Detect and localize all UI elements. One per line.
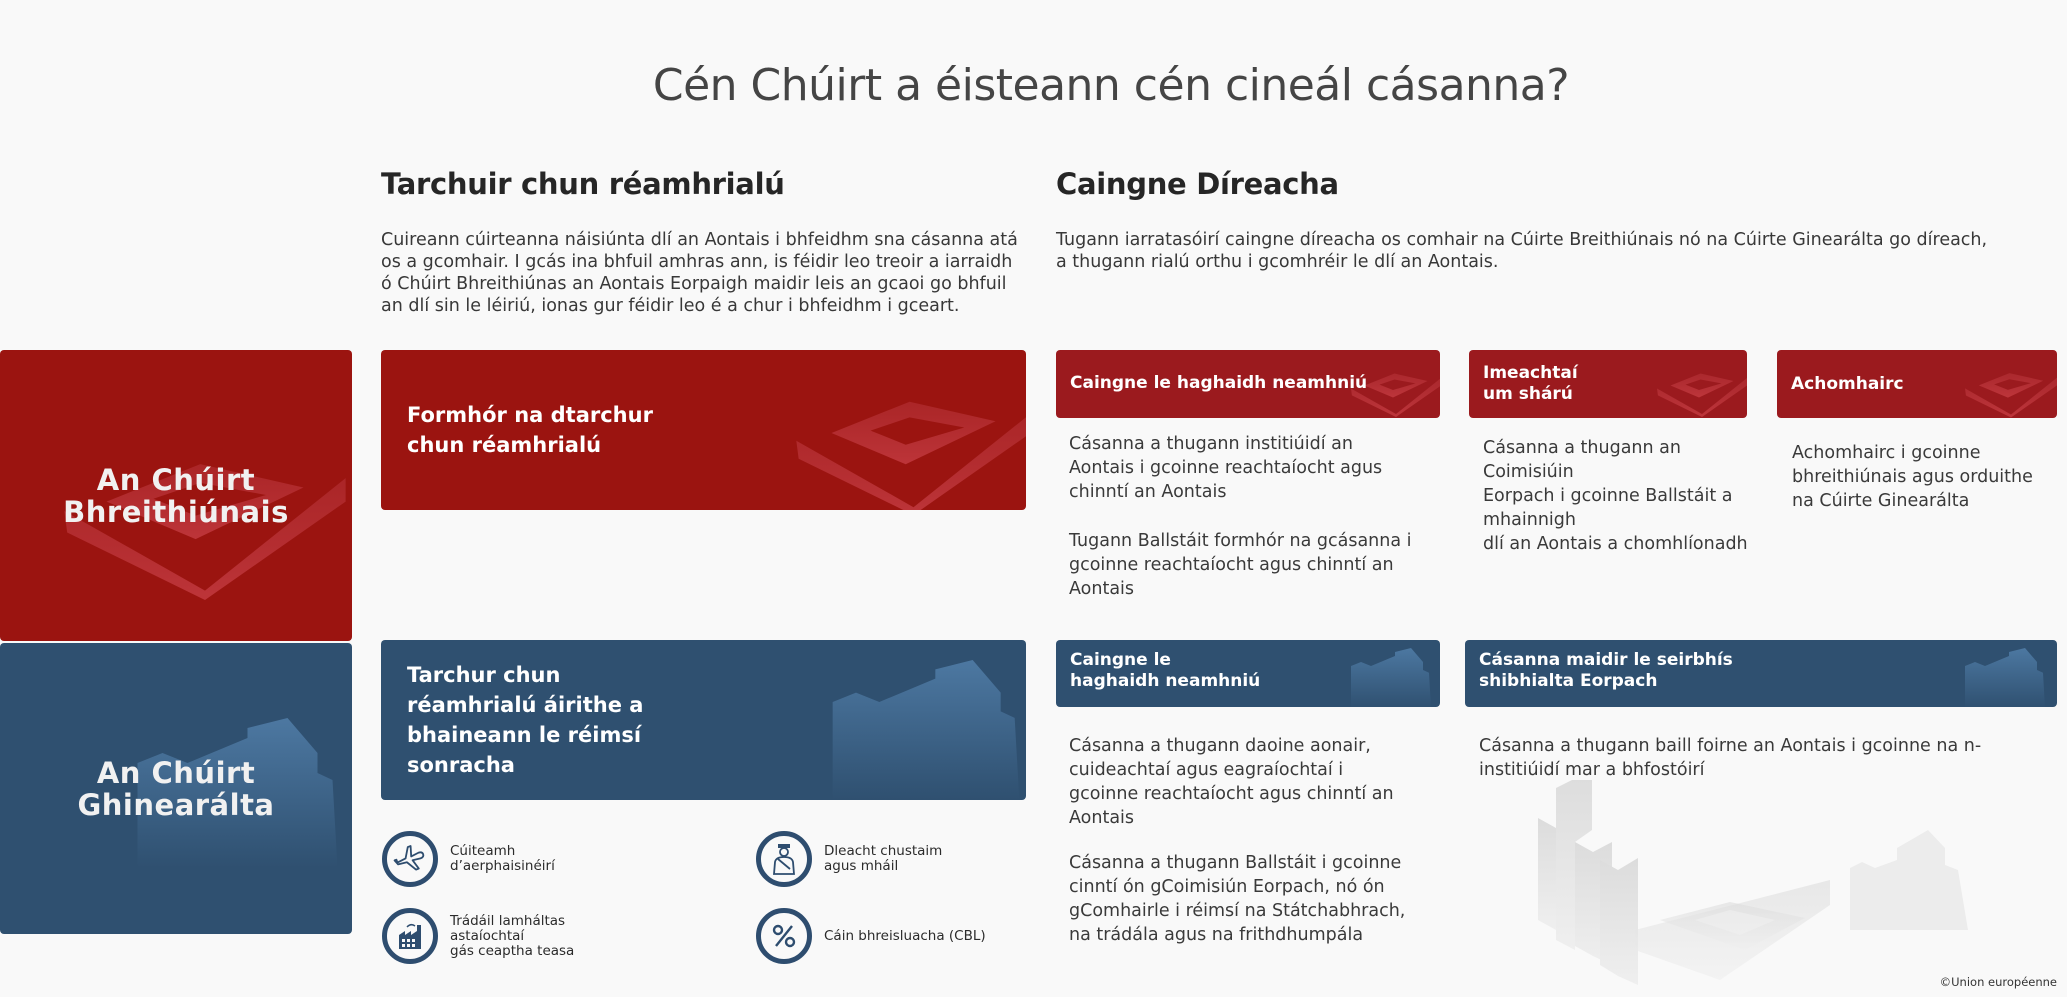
square-frame-icon [1965, 368, 2057, 418]
page-title: Cén Chúirt a éisteann cén cineál cásanna? [652, 60, 1570, 111]
banner-line: sonracha [407, 753, 515, 777]
infringement-banner [1469, 350, 1747, 418]
court-of-justice-name [63, 464, 289, 528]
label-line: agus mháil [824, 858, 899, 874]
area-label [824, 844, 942, 874]
preliminary-banner-court-of-justice [381, 350, 1026, 510]
area-vat [756, 908, 986, 964]
direct-desc-line-2: a thugann rialú orthu i gcomhréir le dlí an Aontais. [1056, 252, 1499, 272]
label-line: gás ceaptha teasa [450, 942, 575, 959]
court-name-line-1: An Chúirt [96, 755, 256, 790]
copyright-notice: ©Union européenne [1939, 975, 2057, 989]
civil-service-title [1479, 650, 1733, 692]
gc-annulment-description-2: Cásanna a thugann Ballstáit i gcoinne cinntí ón gCoimisiún Eorpach, nó ón gComhairle i réimsí na Státchabhrach, na trádála agus na frithdhumpála [1069, 853, 1406, 945]
percent-icon [756, 908, 812, 964]
area-label [824, 929, 986, 944]
building-icon [1351, 648, 1431, 707]
civil-service-description: Cásanna a thugann baill foirne an Aontais i gcoinne na n-institiúidí mar a bhfostóirí [1479, 736, 1982, 780]
annulment-title: Caingne le haghaidh neamhniú [1070, 373, 1368, 393]
direct-actions-heading: Caingne Díreacha [1056, 167, 1339, 201]
general-court-box [0, 643, 352, 934]
desc-line: Coimisiúin [1483, 462, 1574, 482]
civil-service-banner [1465, 640, 2057, 707]
title-line-2: um shárú [1483, 384, 1573, 404]
area-emissions-trading [382, 908, 574, 964]
building-icon [1965, 648, 2045, 707]
annulment-banner-general-court [1056, 640, 1440, 707]
building-illustration [1850, 830, 1975, 930]
direct-actions-description [1056, 229, 2056, 273]
desc-line: Eorpach i gcoinne Ballstáit a [1483, 486, 1733, 506]
area-label [450, 914, 574, 959]
label-line: Dleacht chustaim [824, 843, 943, 859]
banner-line: réamhrialú áirithe a [407, 693, 644, 717]
annulment-title [1070, 650, 1260, 692]
court-name-line-2: Ghinearálta [77, 787, 275, 822]
annulment-description-2: Tugann Ballstáit formhór na gcásanna i gcoinne reachtaíocht agus chinntí an Aontais [1069, 531, 1412, 599]
annulment-description-1: Cásanna a thugann institiúidí an Aontais i gcoinne reachtaíocht agus chinntí an Aontais [1069, 434, 1383, 502]
preliminary-heading: Tarchuir chun réamhrialú [381, 167, 785, 201]
title-line-1: Cásanna maidir le seirbhís [1479, 650, 1733, 670]
appeals-title: Achomhairc [1791, 374, 1904, 394]
preliminary-description: Cuireann cúirteanna náisiúnta dlí an Aontais i bhfeidhm sna cásanna atá os a gcomhair. I gcás ina bhfuil amhras ann, is féidir leo treoir a iarraidh ó Chúirt Bhreithiúnas an Aontais Eorpaigh maidir leis an gcaoi go bhfuil an dlí sin le léiriú, ionas gur féidir leo é a chur i bhfeidhm i gceart. [381, 230, 1018, 316]
label-line: astaíochtaí [450, 927, 525, 944]
general-court-name [77, 757, 274, 821]
factory-emissions-icon [382, 908, 438, 964]
area-label [450, 844, 555, 874]
preliminary-banner-label [407, 400, 653, 460]
square-frame-icon [1657, 368, 1747, 418]
banner-line-1: Formhór na dtarchur [407, 403, 653, 427]
label-line: Cáin bhreisluacha (CBL) [824, 927, 986, 944]
label-line: Trádáil lamháltas [450, 912, 566, 929]
building-icon [831, 660, 1021, 800]
infringement-title [1483, 363, 1578, 405]
label-line: d’aerphaisinéirí [450, 858, 555, 874]
airplane-icon [382, 831, 438, 887]
appeals-banner [1777, 350, 2057, 418]
title-line-1: Caingne le [1070, 650, 1171, 670]
desc-line: dlí an Aontais a chomhlíonadh [1483, 534, 1748, 554]
banner-line: bhaineann le réimsí [407, 723, 642, 747]
court-name-line-2: Bhreithiúnais [63, 494, 289, 529]
court-of-justice-box [0, 350, 352, 641]
desc-line: mhainnigh [1483, 510, 1576, 530]
area-air-passengers [382, 831, 555, 887]
customs-officer-icon [756, 831, 812, 887]
annulment-banner-court-of-justice [1056, 350, 1440, 418]
preliminary-banner-label [407, 660, 643, 780]
preliminary-banner-general-court [381, 640, 1026, 800]
direct-desc-line-1: Tugann iarratasóirí caingne díreacha os comhair na Cúirte Breithiúnais nó na Cúirte Ginearálta go díreach, [1056, 230, 1988, 250]
title-line-2: shibhialta Eorpach [1479, 671, 1658, 691]
gc-annulment-description-1: Cásanna a thugann daoine aonair, cuideachtaí agus eagraíochtaí i gcoinne reachtaíocht agus chinntí an Aontais [1069, 736, 1394, 828]
court-name-line-1: An Chúirt [96, 462, 256, 497]
title-line-2: haghaidh neamhniú [1070, 671, 1261, 691]
infringement-description [1483, 436, 1753, 556]
desc-line: Cásanna a thugann an [1483, 438, 1681, 458]
title-line-1: Imeachtaí [1483, 363, 1578, 383]
label-line: Cúiteamh [450, 843, 516, 859]
banner-line-2: chun réamhrialú [407, 433, 602, 457]
appeals-description: Achomhairc i gcoinne bhreithiúnais agus orduithe na Cúirte Ginearálta [1792, 443, 2033, 511]
banner-line: Tarchur chun [407, 663, 561, 687]
square-frame-icon [796, 390, 1026, 510]
area-customs [756, 831, 942, 887]
